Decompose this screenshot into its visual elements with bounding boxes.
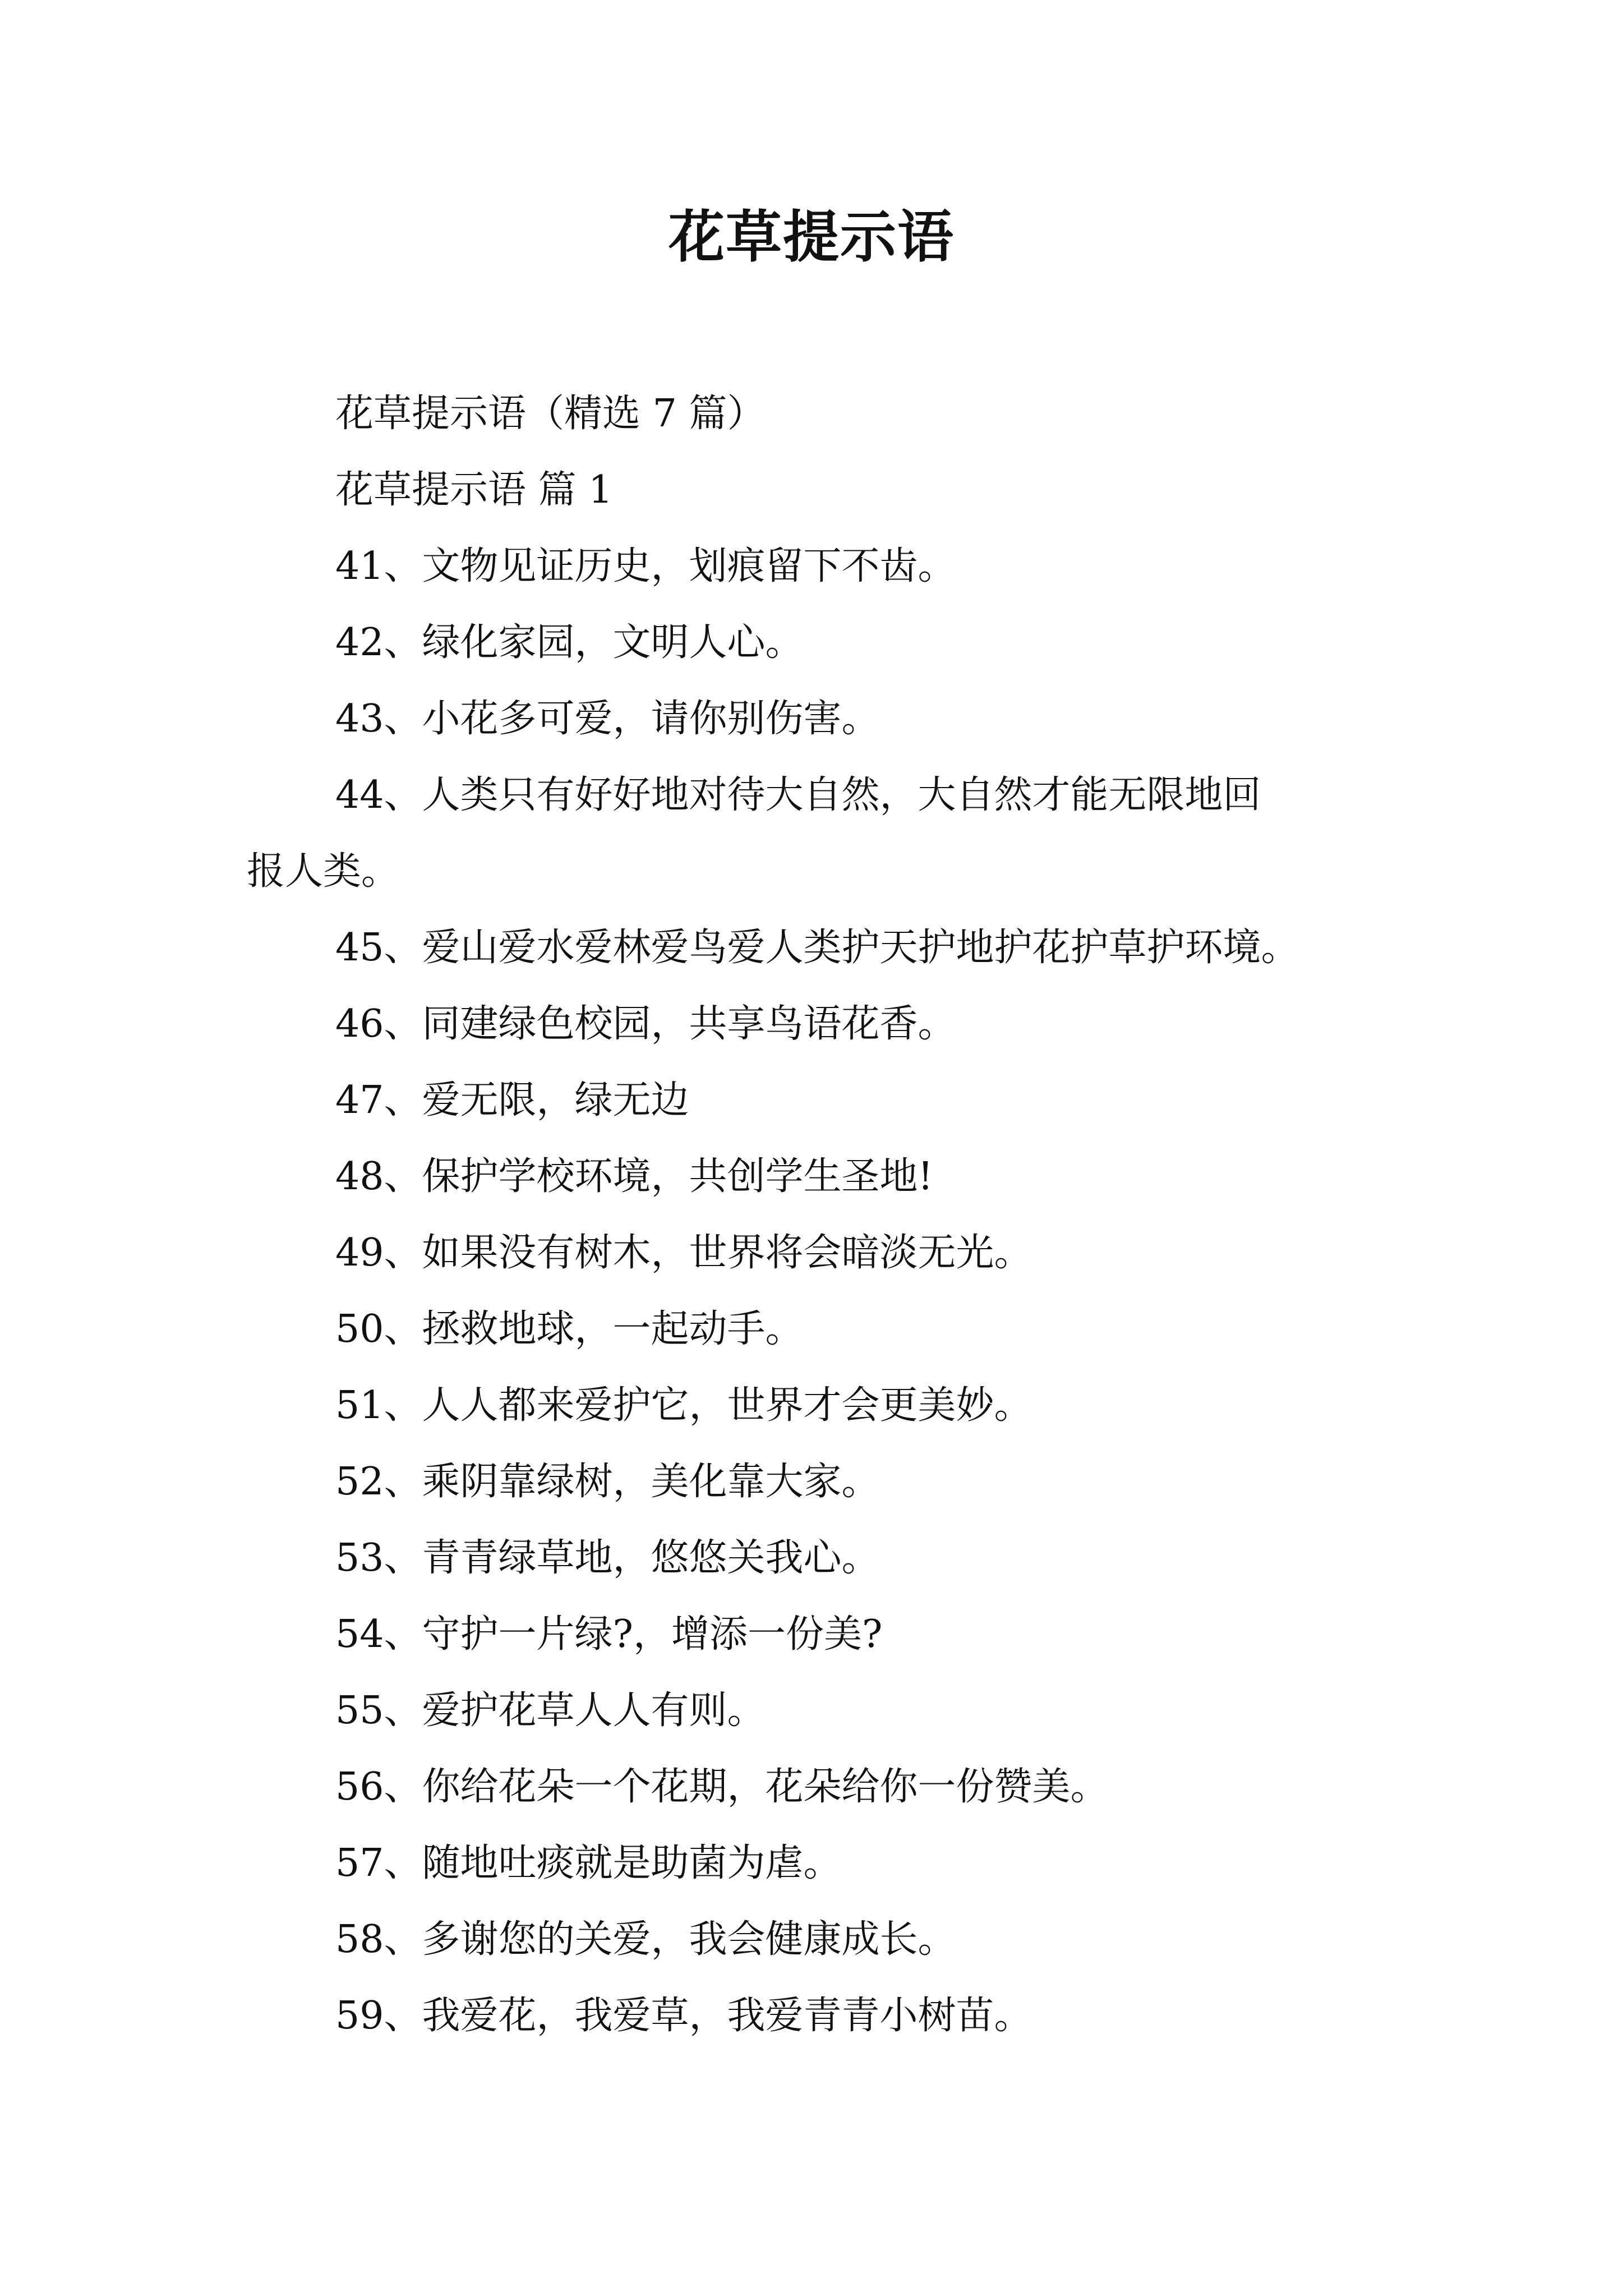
- list-item: 50、拯救地球，一起动手。: [335, 1307, 804, 1351]
- list-item: 48、保护学校环境，共创学生圣地!: [335, 1154, 933, 1199]
- list-item: 49、如果没有树木，世界将会暗淡无光。: [335, 1231, 1032, 1275]
- list-item: 56、你给花朵一个花期，花朵给你一份赞美。: [335, 1765, 1109, 1809]
- list-item: 51、人人都来爱护它，世界才会更美妙。: [335, 1383, 1032, 1428]
- list-item: 41、文物见证历史，划痕留下不齿。: [335, 544, 956, 588]
- list-item: 59、我爱花，我爱草，我爱青青小树苗。: [335, 1994, 1032, 2038]
- list-item-continuation: 报人类。: [247, 849, 400, 894]
- document-subtitle: 花草提示语（精选 7 篇）: [335, 392, 766, 436]
- list-item: 42、绿化家园，文明人心。: [335, 620, 804, 665]
- list-item: 52、乘阴靠绿树，美化靠大家。: [335, 1460, 880, 1504]
- list-item: 44、人类只有好好地对待大自然，大自然才能无限地回: [335, 773, 1261, 817]
- document-body: [247, 376, 1391, 2054]
- list-item: 57、随地吐痰就是助菌为虐。: [335, 1841, 842, 1885]
- list-item: 47、爱无限，绿无边: [335, 1078, 689, 1122]
- list-item: 53、青青绿草地，悠悠关我心。: [335, 1536, 880, 1580]
- list-item: 45、爱山爱水爱林爱鸟爱人类护天护地护花护草护环境。: [335, 926, 1299, 970]
- list-item: 46、同建绿色校园，共享鸟语花香。: [335, 1002, 956, 1046]
- list-item: 58、多谢您的关爱，我会健康成长。: [335, 1917, 956, 1962]
- list-item: 55、爱护花草人人有则。: [335, 1688, 766, 1733]
- section-heading: 花草提示语 篇 1: [335, 468, 613, 512]
- list-item: 43、小花多可爱，请你别伤害。: [335, 697, 880, 741]
- document-title: 花草提示语: [668, 204, 955, 270]
- list-item: 54、守护一片绿?，增添一份美?: [335, 1612, 883, 1657]
